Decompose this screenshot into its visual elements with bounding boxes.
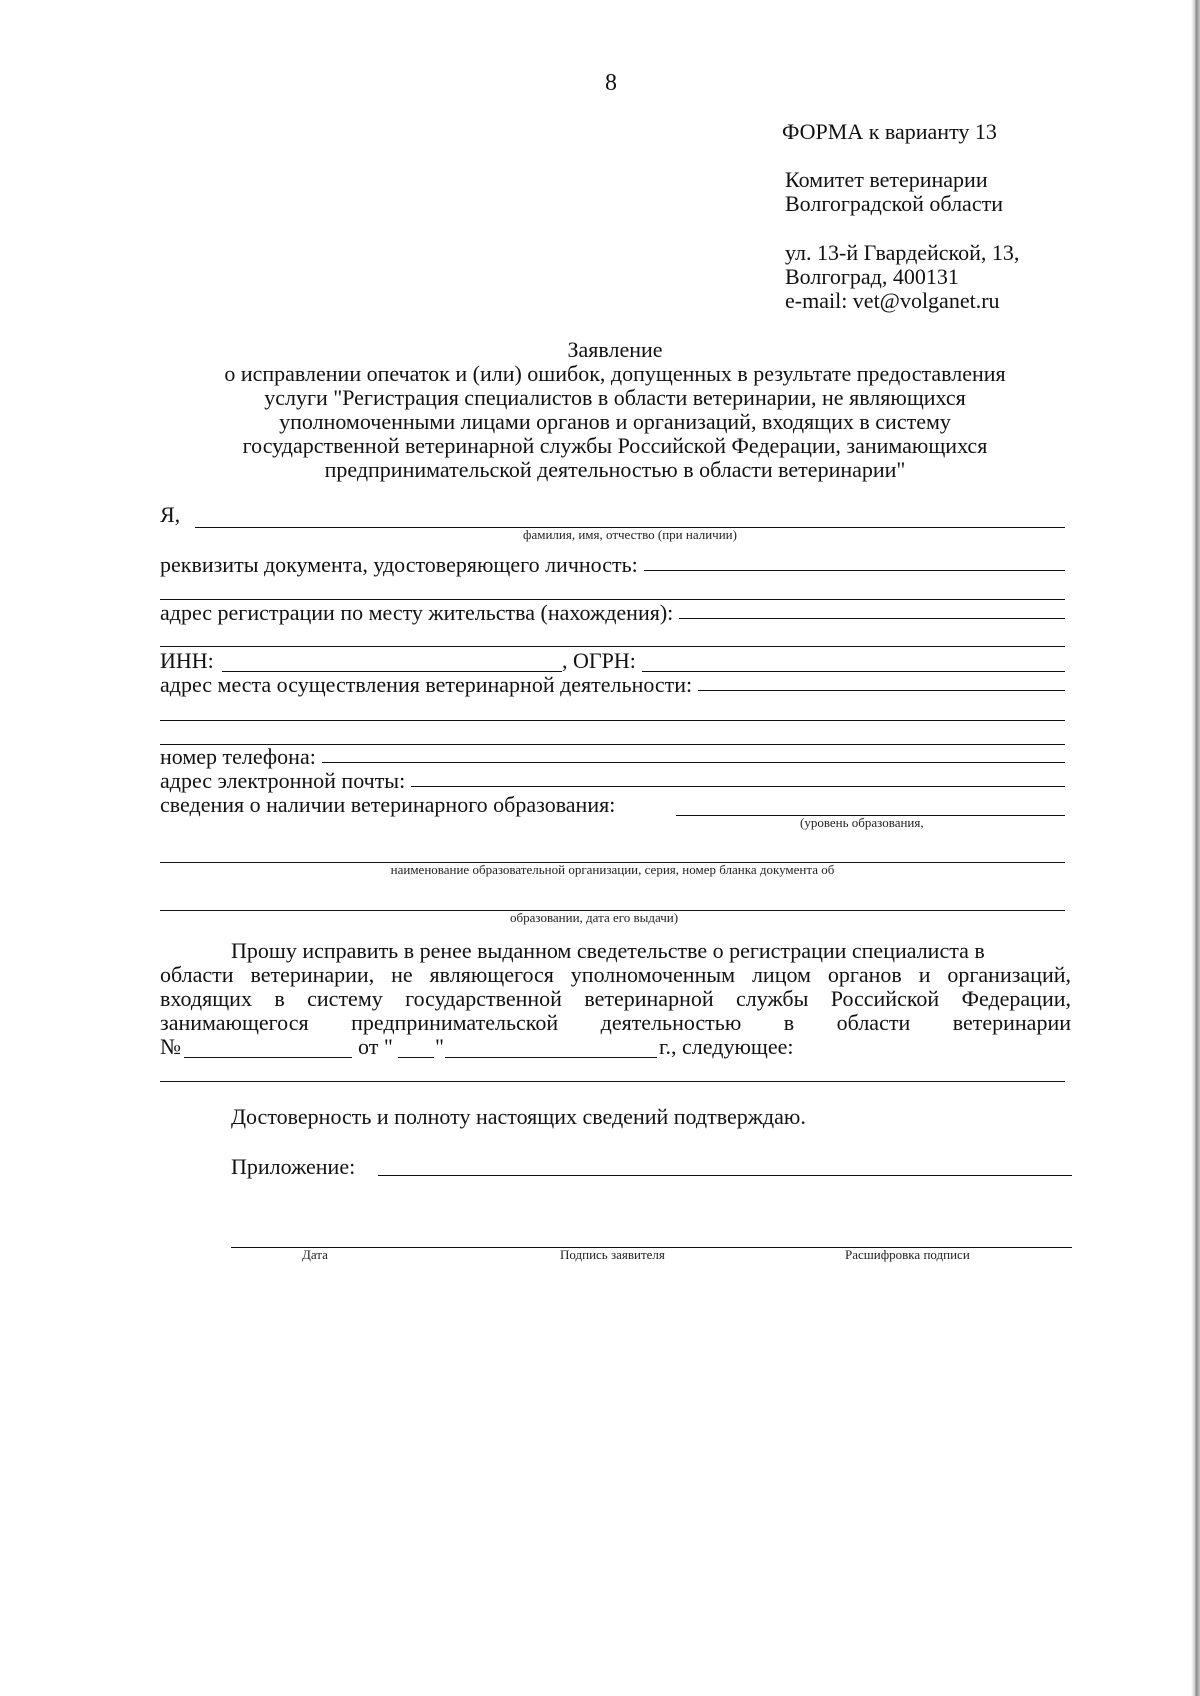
addressee-line2: Волгоградской области (785, 191, 1003, 216)
title-line: уполномоченными лицами органов и организаций, входящих в систему (279, 409, 951, 434)
phone-label: номер телефона: (160, 744, 316, 769)
activity-address-field[interactable] (698, 690, 1065, 691)
from-label: от " (358, 1034, 393, 1059)
id-doc-field[interactable] (644, 570, 1065, 571)
title-line: предпринимательской деятельностью в области ветеринарии" (324, 457, 906, 482)
title-line: о исправлении опечаток и (или) ошибок, допущенных в результате предоставления (224, 361, 1006, 386)
scan-edge (1191, 0, 1200, 1696)
email-label: адрес электронной почты: (160, 768, 406, 793)
education-caption-date: образовании, дата его выдачи) (510, 910, 679, 925)
ogrn-field[interactable] (642, 671, 1065, 672)
phone-row (160, 745, 1065, 769)
date-caption: Дата (302, 1247, 328, 1262)
education-caption-org: наименование образовательной организации, серия, номер бланка документа об (390, 862, 835, 877)
request-line3: входящих в систему государственной ветеринарной службы Российской Федерации, (160, 986, 1071, 1011)
certificate-month-year-field[interactable] (445, 1057, 657, 1058)
addressee-email: e-mail: vet@volganet.ru (785, 288, 1000, 313)
activity-address-row (160, 673, 1065, 697)
certificate-number-field[interactable] (184, 1057, 352, 1058)
title-heading: Заявление (567, 337, 663, 362)
reg-address-label: адрес регистрации по месту жительства (нахождения): (160, 600, 674, 625)
corrections-field[interactable] (160, 1081, 1065, 1082)
attachment-label: Приложение: (231, 1154, 356, 1179)
reg-address-field[interactable] (679, 618, 1065, 619)
confirmation-text: Достоверность и полноту настоящих сведений подтверждаю. (231, 1104, 806, 1129)
fio-caption: фамилия, имя, отчество (при наличии) (523, 527, 737, 542)
ya-label: Я, (160, 502, 181, 527)
page-number: 8 (605, 70, 617, 96)
form-reference: ФОРМА к варианту 13 (782, 119, 997, 144)
title-line: услуги "Регистрация специалистов в области ветеринарии, не являющихся (264, 385, 966, 410)
reg-address-field-line2[interactable] (160, 646, 1065, 647)
request-line1: Прошу исправить в ренее выданном сведетельстве о регистрации специалиста в (231, 938, 985, 963)
year-suffix: г., следующее: (659, 1034, 794, 1059)
reg-address-row (160, 601, 1065, 625)
id-doc-label: реквизиты документа, удостоверяющего личность: (160, 552, 638, 577)
request-line2: области ветеринарии, не являющегося уполномоченным лицом органов и организаций, (160, 962, 1071, 987)
education-label: сведения о наличии ветеринарного образования: (160, 792, 616, 817)
email-field[interactable] (411, 786, 1065, 787)
activity-address-line2[interactable] (160, 720, 1065, 721)
attachment-field[interactable] (378, 1175, 1072, 1176)
id-doc-row (160, 553, 1065, 577)
addressee-address1: ул. 13-й Гвардейской, 13, (785, 240, 1020, 265)
signature-caption: Подпись заявителя (560, 1247, 665, 1262)
activity-address-label: адрес места осуществления ветеринарной деятельности: (160, 672, 693, 697)
ogrn-label: , ОГРН: (562, 648, 636, 673)
addressee-address2: Волгоград, 400131 (785, 264, 959, 289)
email-row (160, 769, 1065, 793)
addressee-line1: Комитет ветеринарии (785, 167, 988, 192)
education-caption-level: (уровень образования, (800, 815, 924, 830)
inn-label: ИНН: (160, 648, 214, 673)
request-line4: занимающегося предпринимательской деятельностью в области ветеринарии (160, 1010, 1071, 1035)
phone-field[interactable] (322, 762, 1065, 763)
signature-decode-caption: Расшифровка подписи (845, 1247, 970, 1262)
title-line: государственной ветеринарной службы Российской Федерации, занимающихся (242, 433, 988, 458)
number-label: № (160, 1034, 181, 1059)
quote-close: " (435, 1034, 444, 1059)
certificate-day-field[interactable] (398, 1057, 434, 1058)
